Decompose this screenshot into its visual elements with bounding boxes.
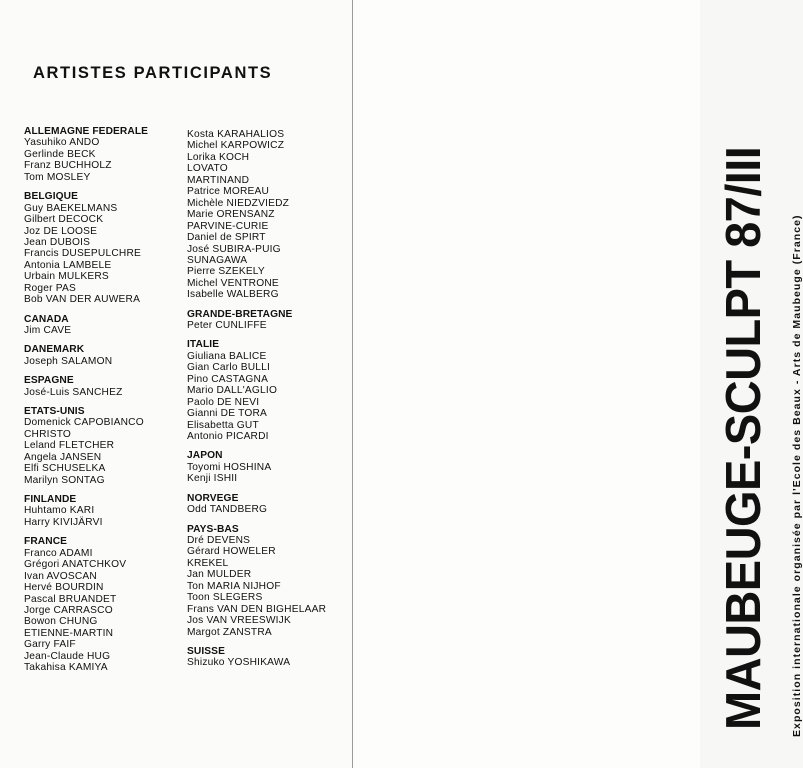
artist-name: Gilbert DECOCK bbox=[24, 214, 104, 226]
country-heading: BELGIQUE bbox=[24, 191, 79, 203]
artist-name: Franco ADAMI bbox=[24, 547, 93, 559]
artist-name: Kosta KARAHALIOS bbox=[187, 129, 285, 140]
country-heading: FRANCE bbox=[24, 536, 68, 548]
artist-name: Gerlinde BECK bbox=[24, 148, 96, 160]
country-heading: NORVEGE bbox=[187, 492, 239, 504]
right-page bbox=[353, 0, 803, 768]
artist-name: Ivan AVOSCAN bbox=[24, 570, 97, 582]
artist-name: Franz BUCHHOLZ bbox=[24, 160, 112, 172]
artist-name: MARTINAND bbox=[187, 174, 250, 186]
artist-name: Marilyn SONTAG bbox=[24, 474, 105, 486]
artist-name: Giuliana BALICE bbox=[187, 350, 267, 362]
artist-name: Gian Carlo BULLI bbox=[187, 362, 271, 374]
country-block bbox=[187, 450, 326, 484]
artist-name: Grégori ANATCHKOV bbox=[24, 559, 127, 571]
artist-name: SUNAGAWA bbox=[187, 254, 248, 266]
artist-name: Guy BAEKELMANS bbox=[24, 202, 118, 214]
artist-name: Lorika KOCH bbox=[187, 151, 250, 163]
artist-name: Isabelle WALBERG bbox=[187, 289, 279, 301]
artist-name: Frans VAN DEN BIGHELAAR bbox=[187, 603, 327, 615]
artist-column-1 bbox=[24, 126, 148, 682]
artist-name: Pierre SZEKELY bbox=[187, 266, 265, 278]
country-heading: FINLANDE bbox=[24, 494, 77, 506]
exhibition-title: MAUBEUGE-SCULPT 87/III bbox=[717, 146, 771, 730]
artist-name: Hervé BOURDIN bbox=[24, 582, 104, 594]
artist-name: Jorge CARRASCO bbox=[24, 605, 113, 616]
country-block bbox=[24, 314, 148, 337]
country-block bbox=[24, 191, 148, 306]
country-block bbox=[24, 375, 148, 398]
country-heading: PAYS-BAS bbox=[187, 523, 239, 535]
country-block bbox=[187, 493, 326, 516]
country-block bbox=[187, 129, 326, 301]
country-block bbox=[187, 646, 326, 669]
vertical-title-wrap bbox=[719, 122, 769, 730]
artist-name: Peter CUNLIFFE bbox=[187, 320, 267, 332]
artist-name: LOVATO bbox=[187, 163, 228, 175]
artist-name: Shizuko YOSHIKAWA bbox=[187, 657, 291, 669]
artist-name: Daniel de SPIRT bbox=[187, 232, 266, 244]
country-heading: ITALIE bbox=[187, 339, 220, 351]
artist-name: Roger PAS bbox=[24, 282, 77, 294]
artist-name: Marie ORENSANZ bbox=[187, 209, 275, 221]
artist-name: Garry FAIF bbox=[24, 639, 76, 651]
artist-name: Domenick CAPOBIANCO bbox=[24, 417, 144, 429]
artist-name: José SUBIRA-PUIG bbox=[187, 243, 281, 255]
artist-name: Angela JANSEN bbox=[24, 451, 102, 463]
vertical-subtitle-wrap bbox=[791, 214, 803, 737]
artist-name: Joseph SALAMON bbox=[24, 355, 113, 367]
country-heading: SUISSE bbox=[187, 645, 225, 657]
artist-name: Jean-Claude HUG bbox=[24, 650, 111, 662]
artist-name: Bob VAN DER AUWERA bbox=[24, 294, 141, 306]
artist-name: Ton MARIA NIJHOF bbox=[187, 580, 281, 592]
artist-name: Joz DE LOOSE bbox=[24, 225, 98, 237]
artist-name: Yasuhiko ANDO bbox=[24, 137, 100, 149]
artist-name: Toyomi HOSHINA bbox=[187, 461, 272, 473]
country-heading: CANADA bbox=[24, 313, 69, 325]
country-heading: ALLEMAGNE FEDERALE bbox=[24, 126, 149, 137]
artist-name: Pino CASTAGNA bbox=[187, 373, 269, 385]
artist-name: Michèle NIEDZVIEDZ bbox=[187, 197, 290, 209]
artist-name: CHRISTO bbox=[24, 428, 72, 440]
artist-name: Tom MOSLEY bbox=[24, 171, 91, 183]
country-block bbox=[187, 339, 326, 442]
artist-name: Antonio PICARDI bbox=[187, 431, 269, 443]
artist-name: Gianni DE TORA bbox=[187, 408, 267, 420]
left-page bbox=[0, 0, 352, 768]
exhibition-subtitle: Exposition internationale organisée par l'Ecole des Beaux - Arts de Maubeuge (France) bbox=[791, 214, 803, 737]
country-heading: GRANDE-BRETAGNE bbox=[187, 308, 293, 320]
artist-name: Elisabetta GUT bbox=[187, 419, 259, 431]
artist-name: KREKEL bbox=[187, 557, 229, 569]
country-block bbox=[187, 524, 326, 639]
country-block bbox=[24, 536, 148, 673]
artist-name: Michel VENTRONE bbox=[187, 277, 279, 289]
artist-name: Kenji ISHII bbox=[187, 473, 238, 485]
artist-name: Gérard HOWELER bbox=[187, 546, 276, 558]
artist-name: Antonia LAMBELE bbox=[24, 259, 112, 271]
country-heading: DANEMARK bbox=[24, 344, 85, 356]
artist-name: Huhtamo KARI bbox=[24, 505, 95, 517]
artist-name: ETIENNE-MARTIN bbox=[24, 627, 114, 639]
artist-name: Urbain MULKERS bbox=[24, 271, 109, 283]
artist-name: Mario DALL'AGLIO bbox=[187, 385, 278, 397]
country-heading: JAPON bbox=[187, 450, 223, 462]
country-block bbox=[187, 309, 326, 332]
artist-column-2 bbox=[187, 129, 326, 677]
artist-name: Michel KARPOWICZ bbox=[187, 140, 285, 152]
artist-name: Paolo DE NEVI bbox=[187, 396, 260, 408]
artist-name: Takahisa KAMIYA bbox=[24, 662, 108, 674]
artist-name: Pascal BRUANDET bbox=[24, 593, 117, 605]
artist-name: Jan MULDER bbox=[187, 569, 252, 581]
page-heading: ARTISTES PARTICIPANTS bbox=[33, 64, 273, 82]
country-block bbox=[24, 406, 148, 486]
country-heading: ESPAGNE bbox=[24, 375, 74, 387]
artist-name: Francis DUSEPULCHRE bbox=[24, 248, 142, 260]
artist-name: PARVINE-CURIE bbox=[187, 220, 269, 232]
artist-name: Odd TANDBERG bbox=[187, 504, 268, 516]
artist-name: Jim CAVE bbox=[24, 325, 72, 337]
artist-name: Margot ZANSTRA bbox=[187, 626, 272, 638]
artist-name: José-Luis SANCHEZ bbox=[24, 386, 123, 398]
country-block bbox=[24, 344, 148, 367]
artist-name: Toon SLEGERS bbox=[187, 592, 263, 604]
artist-name: Dré DEVENS bbox=[187, 534, 251, 546]
artist-name: Patrice MOREAU bbox=[187, 186, 270, 198]
artist-name: Elfi SCHUSELKA bbox=[24, 463, 106, 475]
country-block bbox=[24, 126, 148, 183]
artist-name: Leland FLETCHER bbox=[24, 440, 115, 452]
artist-name: Harry KIVIJÄRVI bbox=[24, 516, 103, 528]
artist-name: Jos VAN VREESWIJK bbox=[187, 615, 291, 627]
artist-name: Bowon CHUNG bbox=[24, 616, 98, 628]
country-block bbox=[24, 494, 148, 528]
country-heading: ETATS-UNIS bbox=[24, 405, 85, 417]
artist-name: Jean DUBOIS bbox=[24, 236, 91, 248]
